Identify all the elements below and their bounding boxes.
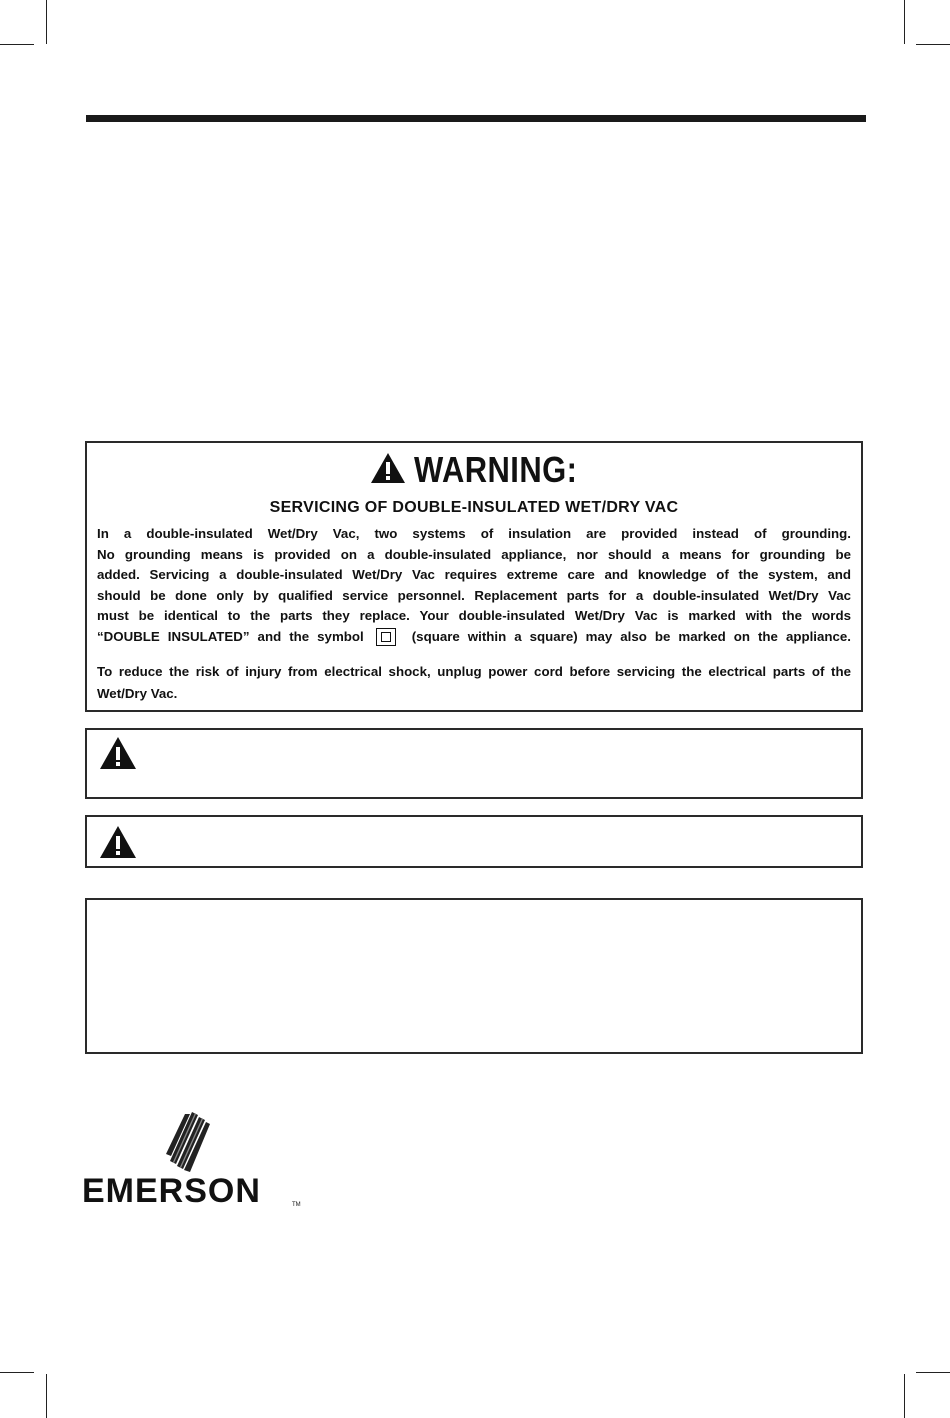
warning-triangle-icon: [99, 736, 137, 775]
emerson-wordmark: EMERSON: [82, 1172, 261, 1210]
warning-symbol-line: [97, 627, 851, 648]
crop-mark: [46, 0, 47, 44]
symbol-line-before: “DOUBLE INSULATED” and the symbol: [97, 628, 364, 644]
warning-paragraph: [97, 524, 851, 648]
trademark-mark: TM: [292, 1202, 301, 1208]
warning-line: must be identical to the parts they replace. Your double-insulated Wet/Dry Vac is marked with the words: [97, 608, 851, 624]
warning-triangle-icon: [370, 452, 406, 489]
square-within-square-icon: [376, 628, 396, 646]
crop-mark: [904, 1374, 905, 1418]
warning-line: No grounding means is provided on a double-insulated appliance, nor should a means for grounding be: [97, 546, 851, 562]
top-rule: [86, 115, 866, 122]
emerson-logo-mark: [162, 1112, 212, 1181]
warning-box: [85, 441, 863, 712]
crop-mark: [904, 0, 905, 44]
crop-mark: [916, 1372, 950, 1373]
blank-info-box: [85, 898, 863, 1054]
warning-line: should be done only by qualified service personnel. Replacement parts for a double-insulated Wet/Dry Vac: [97, 587, 851, 603]
crop-mark: [0, 44, 34, 45]
warning-paragraph-2: To reduce the risk of injury from electrical shock, unplug power cord before servicing the electrical parts of the Wet/Dry Vac.: [97, 664, 851, 701]
crop-mark: [46, 1374, 47, 1418]
caution-box-1: [85, 728, 863, 799]
warning-line: In a double-insulated Wet/Dry Vac, two systems of insulation are provided instead of grounding.: [97, 526, 851, 541]
caution-box-2: [85, 815, 863, 868]
crop-mark: [916, 44, 950, 45]
crop-mark: [0, 1372, 34, 1373]
emerson-logo: [82, 1112, 312, 1212]
warning-title: WARNING:: [414, 449, 578, 490]
warning-subtitle: SERVICING OF DOUBLE-INSULATED WET/DRY VAC: [269, 499, 679, 516]
warning-line: added. Servicing a double-insulated Wet/Dry Vac requires extreme care and knowledge of the system, and: [97, 567, 851, 583]
symbol-line-after: (square within a square) may also be marked on the appliance.: [411, 628, 851, 644]
warning-heading: [87, 449, 861, 489]
warning-triangle-icon: [99, 825, 137, 864]
